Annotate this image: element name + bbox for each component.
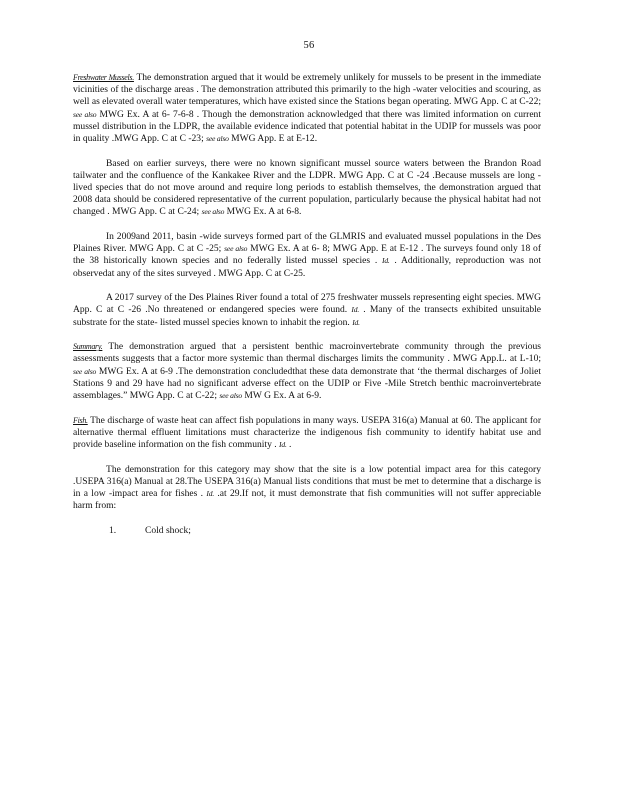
paragraph-text: MWG App. E at E-12.: [231, 133, 318, 145]
list-item-number: 1.: [109, 524, 117, 536]
paragraph-low-potential-impact: [73, 464, 541, 513]
paragraph-text: MWG Ex. A at 6-9 .The demonstration concludedthat these data demonstrate that ‘the thermal discharges of Joliet Stations 9 and 29 have had no significant adverse effect on the UDIP or Five -Mile Stretch benthic macroinvertebrate assemblages.” MWG App. C at C-22;: [73, 365, 541, 402]
paragraph-text: The demonstration for this category may show that the site is a low potential impact area for this category .USEPA 316(a) Manual at 28.The USEPA 316(a) Manual lists conditions that must be met to determine that a discharge is in a low -impact area for fishes .: [73, 463, 541, 500]
citation-signal: Id.: [206, 489, 215, 499]
citation-signal: Id.: [352, 317, 360, 327]
page-number: 56: [303, 40, 315, 51]
citation-signal: Id.: [351, 305, 360, 315]
paragraph-basin-wide-surveys: [73, 231, 541, 280]
paragraph-text: The discharge of waste heat can affect fish populations in many ways. USEPA 316(a) Manual at 60. The applicant for alternative thermal effluent limitations must characterize the indigenous fish community to identify habitat use and provide baseline information on the fish community .: [73, 414, 542, 451]
paragraph-text: MWG Ex. A at 6- 7-6-8 . Though the demonstration acknowledged that there was limited information on current mussel distribution in the LDPR, the available evidence indicated that potential habitat in the UDIP for mussels was poor in quality .MWG App. C at C -23;: [73, 108, 541, 145]
citation-signal: Id.: [279, 440, 287, 450]
paragraph-text: Based on earlier surveys, there were no known significant mussel source waters between the Brandon Road tailwater and the confluence of the Kankakee River and the LDPR. MWG App. C at C -24 .Because mussels are long -lived species that do not move around and require long periods to establish themselves, the demonstration argued that 2008 data should be considered representative of the current population, particularly because the physical habitat had not changed . MWG App. C at C-24;: [73, 157, 541, 218]
paragraph-freshwater-mussels: [73, 72, 541, 145]
list-item: [73, 525, 541, 537]
paragraph-text: MWG Ex. A at 6-8.: [226, 206, 302, 218]
citation-signal: see also: [206, 134, 229, 144]
paragraph-text: A 2017 survey of the Des Plaines River found a total of 275 freshwater mussels representing eight species. MWG App. C at C -26 .No threatened or endangered species were found.: [73, 292, 541, 316]
citation-signal: see also: [224, 244, 248, 254]
paragraph-2017-survey: [73, 292, 541, 329]
paragraph-text: The demonstration argued that a persistent benthic macroinvertebrate community through the previous assessments suggests that a factor more systemic than thermal discharges limits the community . MWG App.L. at L-10;: [73, 341, 541, 365]
citation-signal: Id.: [381, 256, 390, 266]
section-heading: Fish.: [73, 415, 88, 425]
paragraph-text: MWG Ex. A at 6- 8; MWG App. E at E-12 . The surveys found only 18 of the 38 historically known species and no federally listed mussel species .: [73, 243, 542, 267]
section-heading: Freshwater Mussels.: [73, 73, 134, 82]
paragraph-summary: [73, 341, 541, 402]
list-item-text: Cold shock;: [145, 524, 191, 536]
citation-signal: see also: [73, 366, 97, 376]
citation-signal: see also: [201, 207, 225, 217]
section-heading: Summary.: [73, 342, 103, 352]
document-body: [73, 72, 541, 537]
citation-signal: see also: [73, 109, 97, 119]
paragraph-text: . Additionally, reproduction was not observedat any of the sites surveyed . MWG App. C at C-25.: [73, 255, 542, 279]
citation-signal: see also: [219, 391, 243, 401]
paragraph-earlier-surveys: [73, 158, 541, 219]
paragraph-text: MW G Ex. A at 6-9.: [244, 390, 322, 402]
paragraph-text: .: [289, 439, 292, 451]
paragraph-fish: [73, 415, 541, 452]
paragraph-text: In 2009and 2011, basin -wide surveys formed part of the GLMRIS and evaluated mussel populations in the Des Plaines River. MWG App. C at C -25;: [73, 231, 541, 255]
paragraph-text: The demonstration argued that it would be extremely unlikely for mussels to be present in the immediate vicinities of the discharge areas . The demonstration attributed this primarily to the high -water velocities and scouring, as well as elevated overall water temperatures, which have existed since the Stations began operating. MWG App. C at C-22;: [73, 72, 542, 108]
paragraph-text: .at 29.If not, it must demonstrate that fish communities will not suffer appreciable harm from:: [73, 488, 541, 512]
paragraph-text: . Many of the transects exhibited unsuitable substrate for the state- listed mussel species known to inhabit the region.: [73, 304, 542, 328]
